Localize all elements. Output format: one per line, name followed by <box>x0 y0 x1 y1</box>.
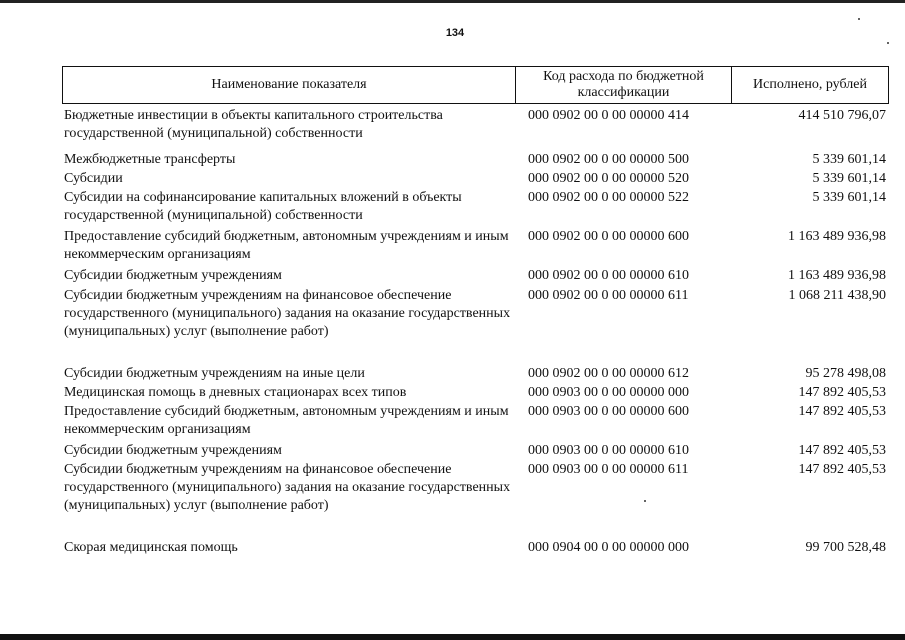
row-code: 000 0902 00 0 00 00000 612 <box>528 366 689 381</box>
row-code: 000 0904 00 0 00 00000 000 <box>528 540 689 555</box>
row-code: 000 0902 00 0 00 00000 610 <box>528 268 689 283</box>
row-name: Субсидии бюджетным учреждениям на иные цели <box>64 366 365 381</box>
row-amount: 147 892 405,53 <box>798 404 886 419</box>
row-amount: 147 892 405,53 <box>798 462 886 477</box>
row-amount: 5 339 601,14 <box>812 152 886 167</box>
row-amount: 5 339 601,14 <box>812 190 886 205</box>
header-amount-column: Исполнено, рублей <box>753 77 867 92</box>
table-row <box>64 384 886 402</box>
row-name: Бюджетные инвестиции в объекты капитального строительства государственной (муниципальной) собственности <box>64 108 443 141</box>
row-code: 000 0903 00 0 00 00000 611 <box>528 462 689 477</box>
scan-edge-bottom <box>0 634 905 640</box>
table-row <box>64 403 886 439</box>
table-row <box>64 228 886 264</box>
row-name: Предоставление субсидий бюджетным, автономным учреждениям и иным некоммерческим организациям <box>64 404 509 437</box>
header-name-column: Наименование показателя <box>63 67 516 103</box>
row-amount: 147 892 405,53 <box>798 443 886 458</box>
row-code: 000 0902 00 0 00 00000 600 <box>528 229 689 244</box>
page-number: 134 <box>445 27 465 39</box>
row-name: Субсидии бюджетным учреждениям на финансовое обеспечение государственного (муниципального) задания на оказание государственных (муниципальных) услуг (выполнение работ) <box>64 462 511 513</box>
row-name: Субсидии на софинансирование капитальных вложений в объекты государственной (муниципальной) собственности <box>64 190 462 223</box>
row-amount: 1 068 211 438,90 <box>788 288 886 303</box>
row-name: Субсидии бюджетным учреждениям <box>64 268 282 283</box>
table-row <box>64 107 886 143</box>
row-amount: 1 163 489 936,98 <box>788 229 886 244</box>
scan-edge-top <box>0 0 905 3</box>
table-row <box>64 365 886 383</box>
row-code: 000 0902 00 0 00 00000 611 <box>528 288 689 303</box>
row-name: Межбюджетные трансферты <box>64 152 236 167</box>
table-row <box>64 151 886 169</box>
row-name: Субсидии <box>64 171 123 186</box>
table-row <box>64 461 886 515</box>
row-amount: 147 892 405,53 <box>798 385 886 400</box>
row-code: 000 0903 00 0 00 00000 000 <box>528 385 689 400</box>
row-amount: 5 339 601,14 <box>812 171 886 186</box>
table-header <box>62 66 889 104</box>
table-row <box>64 442 886 460</box>
row-amount: 99 700 528,48 <box>805 540 886 555</box>
scan-speck <box>858 18 860 20</box>
table-row <box>64 267 886 285</box>
table-row <box>64 170 886 188</box>
row-amount: 414 510 796,07 <box>798 108 886 123</box>
row-code: 000 0903 00 0 00 00000 600 <box>528 404 689 419</box>
row-code: 000 0902 00 0 00 00000 522 <box>528 190 689 205</box>
table-row <box>64 189 886 225</box>
header-code-column: Код расхода по бюджетной классификации <box>516 67 732 103</box>
row-name: Скорая медицинская помощь <box>64 540 238 555</box>
row-name: Медицинская помощь в дневных стационарах всех типов <box>64 385 407 400</box>
row-amount: 95 278 498,08 <box>805 366 886 381</box>
row-name: Субсидии бюджетным учреждениям <box>64 443 282 458</box>
table-row <box>64 539 886 557</box>
row-code: 000 0902 00 0 00 00000 414 <box>528 108 689 123</box>
row-code: 000 0902 00 0 00 00000 500 <box>528 152 689 167</box>
row-code: 000 0903 00 0 00 00000 610 <box>528 443 689 458</box>
row-amount: 1 163 489 936,98 <box>788 268 886 283</box>
row-code: 000 0902 00 0 00 00000 520 <box>528 171 689 186</box>
table-row <box>64 287 886 341</box>
row-name: Предоставление субсидий бюджетным, автономным учреждениям и иным некоммерческим организациям <box>64 229 509 262</box>
scan-speck <box>887 42 889 44</box>
row-name: Субсидии бюджетным учреждениям на финансовое обеспечение государственного (муниципального) задания на оказание государственных (муниципальных) услуг (выполнение работ) <box>64 288 511 339</box>
